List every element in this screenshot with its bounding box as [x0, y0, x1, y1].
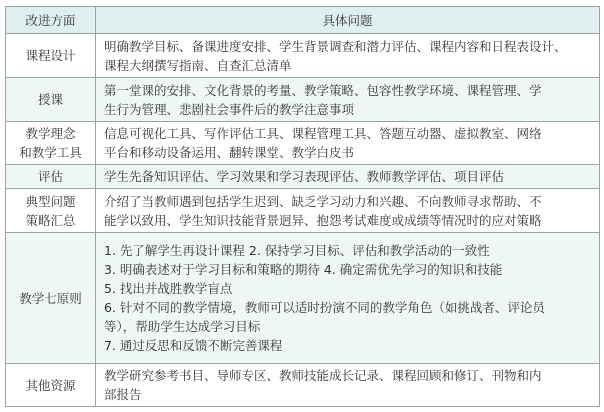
row-category: [6, 78, 96, 122]
row-description: [96, 364, 600, 407]
description-line: 明确教学目标、备课进度安排、学生背景调查和潜力评估、课程内容和日程表设计、: [104, 38, 567, 54]
description-line: 教学研究参考书目、导师专区、教师技能成长记录、课程回顾和修订、刊物和内: [104, 368, 542, 383]
category-text: 教学七原则: [19, 290, 82, 306]
description-line: 生行为管理、悲剧社会事件后的教学注意事项: [104, 101, 355, 117]
description-line: 介绍了当教师遇到包括学生迟到、缺乏学习动力和兴趣、不向教师寻求帮助、不: [104, 193, 542, 209]
description-line: 3. 明确表述对于学习目标和策略的期待 4. 确定需优先学习的知识和技能: [104, 262, 503, 277]
category-text: 典型问题: [25, 193, 76, 209]
row-description: [96, 233, 600, 364]
category-text: 其他资源: [25, 377, 76, 393]
description-line: 学生先备知识评估、学习效果和学习表现评估、教师教学评估、项目评估: [104, 169, 505, 184]
description-line: 信息可视化工具、写作评估工具、课程管理工具、答题互动器、虚拟教室、网络: [104, 126, 542, 141]
description-line: 第一堂课的安排、文化背景的考量、教学策略、包容性教学环境、课程管理、学: [104, 82, 542, 98]
category-text: 教学理念: [25, 126, 76, 141]
row-category: [6, 364, 96, 407]
header-aspect: 改进方面: [6, 7, 96, 34]
description-line: 6. 针对不同的教学情境，教师可以适时扮演不同的教学角色（如挑战者、评论员: [104, 300, 545, 315]
table-row: [6, 34, 600, 78]
category-text: 评估: [37, 169, 63, 184]
row-description: [96, 78, 600, 122]
description-line: 能学以致用、学生知识技能背景迥异、抱怨考试难度或成绩等情况时的应对策略: [104, 212, 542, 228]
table-row: [6, 165, 600, 189]
row-category: [6, 122, 96, 165]
table-row: [6, 78, 600, 122]
description-line: 7. 通过反思和反馈不断完善课程: [104, 338, 283, 353]
category-text: 和教学工具: [19, 145, 82, 160]
category-text: 策略汇总: [25, 212, 76, 228]
table-header-row: [6, 7, 600, 34]
category-text: 授课: [37, 92, 63, 107]
row-description: [96, 165, 600, 189]
row-category: [6, 189, 96, 233]
header-issues: 具体问题: [96, 7, 600, 34]
row-category: [6, 165, 96, 189]
row-category: [6, 34, 96, 78]
category-text: 课程设计: [25, 48, 76, 63]
description-line: 部报告: [104, 387, 142, 402]
improvement-table: [5, 6, 600, 407]
description-line: 课程大纲撰写指南、自查汇总清单: [104, 57, 292, 73]
description-line: 5. 找出并战胜教学盲点: [104, 281, 233, 296]
table-body: [6, 34, 600, 407]
row-category: [6, 233, 96, 364]
row-description: [96, 189, 600, 233]
row-description: [96, 34, 600, 78]
table-row: [6, 189, 600, 233]
table-row: [6, 122, 600, 165]
description-line: 等），帮助学生达成学习目标: [104, 319, 261, 334]
table-row: [6, 364, 600, 407]
description-line: 1. 先了解学生再设计课程 2. 保持学习目标、评估和教学活动的一致性: [104, 243, 490, 258]
description-line: 平台和移动设备运用、翻转课堂、教学白皮书: [104, 145, 355, 160]
table-row: [6, 233, 600, 364]
row-description: [96, 122, 600, 165]
